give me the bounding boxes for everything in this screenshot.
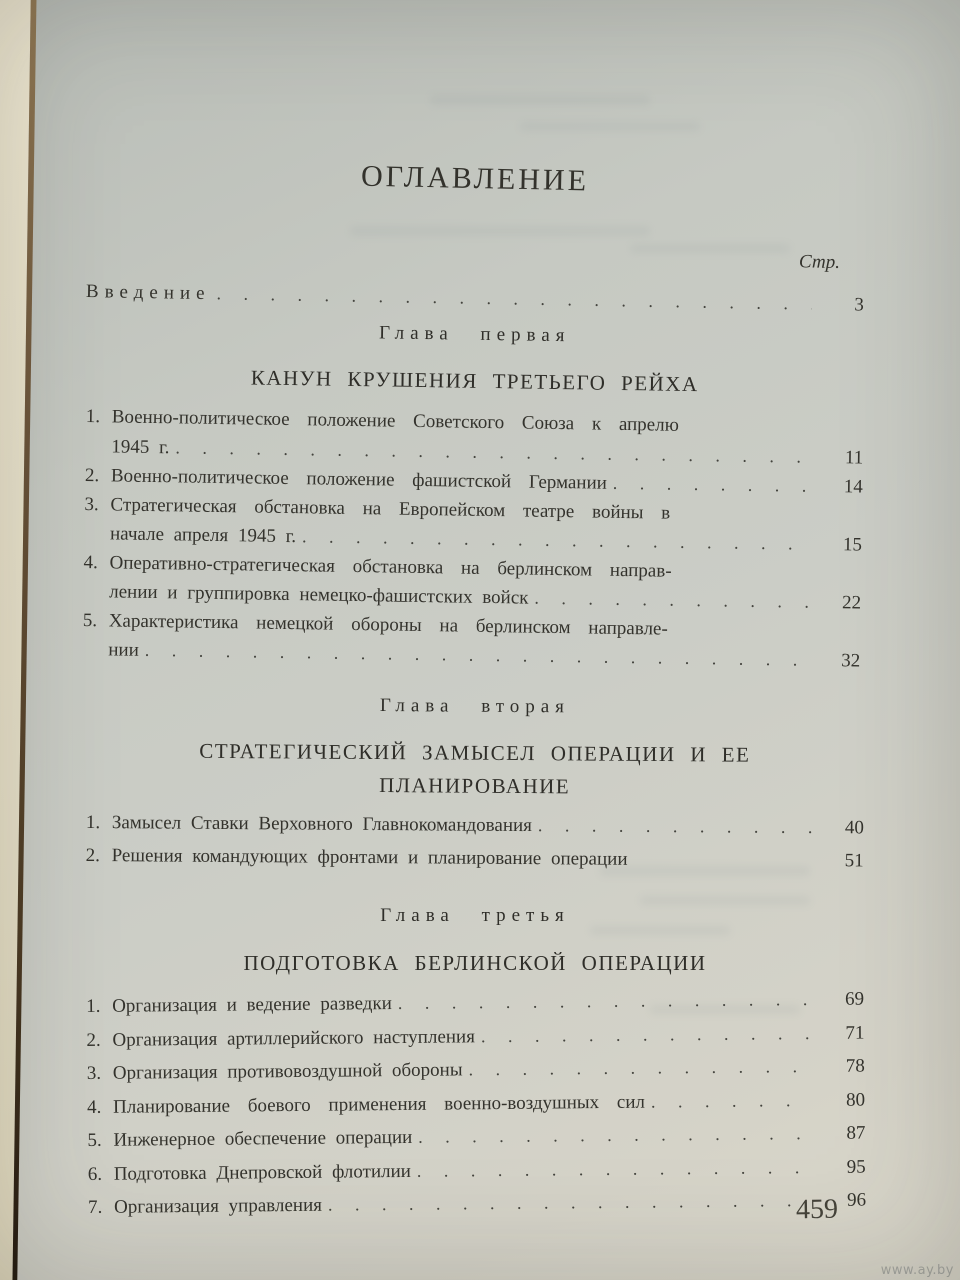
toc-entry-page: 51 [844, 849, 864, 871]
toc-entry-number: 2. [84, 464, 100, 487]
chapter-heading: Глава вторая [379, 695, 571, 718]
toc-entry-number: 1. [85, 405, 101, 428]
folio-page-number: 459 [795, 1193, 839, 1226]
toc-entry-label: Введение [85, 281, 211, 305]
toc-entry-label: Планирование боевого применения военно-воздушных сил [113, 1091, 646, 1118]
toc-entry-label-cont: начале апреля 1945 г. [109, 523, 297, 548]
dot-leader [651, 1084, 813, 1119]
toc-entry-intro [86, 277, 864, 320]
toc-entry-number: 3. [84, 493, 99, 515]
toc-page [82, 0, 867, 1280]
toc-entry [85, 403, 864, 473]
toc-entry-label: Организация управления [113, 1194, 323, 1218]
dot-leader [468, 1050, 813, 1087]
toc-entry-page: 95 [846, 1156, 866, 1178]
dot-leader [328, 1184, 814, 1222]
toc-entry-page: 80 [845, 1089, 866, 1111]
toc-entry-number: 7. [87, 1196, 103, 1218]
toc-entry-page: 71 [845, 1022, 865, 1044]
toc-entry-number: 5. [82, 609, 98, 631]
toc-entry-label: Организация противовоздушной обороны [112, 1059, 463, 1084]
toc-entry-page: 22 [841, 592, 862, 614]
page-title: ОГЛАВЛЕНИЕ [360, 159, 590, 198]
toc-entry-number: 4. [83, 551, 99, 573]
toc-entry-label: Замысел Ставки Верховного Главнокомандования [111, 812, 533, 837]
toc-entry-page: 96 [846, 1189, 867, 1211]
toc-entry-label-cont: 1945 г. [111, 435, 170, 458]
toc-entry-page: 3 [854, 294, 865, 316]
toc-entry-label-cont: нии [108, 639, 140, 661]
toc-entry-number: 6. [87, 1163, 103, 1185]
toc-entry-label: Военно-политическое положение фашистской Германии [110, 465, 608, 494]
dot-leader [418, 1117, 813, 1154]
toc-entry-page: 32 [841, 650, 861, 672]
toc-entry-number: 2. [85, 844, 100, 866]
toc-entry-page: 14 [843, 476, 863, 498]
toc-entry-number: 3. [86, 1062, 102, 1084]
dot-leader [534, 584, 809, 618]
toc-entry-page: 40 [844, 817, 864, 839]
toc-entry-label: Решения командующих фронтами и планирование операции [111, 844, 628, 870]
page-column-header: Стр. [798, 251, 841, 274]
dot-leader [633, 864, 811, 865]
toc-entry-label: Подготовка Днепровской флотилии [113, 1160, 411, 1185]
toc-entry-label: Военно-политическое положение Советского Союза к апрелю [111, 406, 680, 436]
chapter-heading: Глава третья [380, 905, 570, 926]
dot-leader [481, 1017, 813, 1054]
toc-entry-page: 15 [842, 534, 863, 556]
watermark: www.ay.by [880, 1263, 954, 1278]
chapter-title: КАНУН КРУШЕНИЯ ТРЕТЬЕГО РЕЙХА [250, 365, 699, 397]
toc-entry-page: 87 [846, 1122, 866, 1144]
chapter-title: ПОДГОТОВКА БЕРЛИНСКОЙ ОПЕРАЦИИ [243, 951, 707, 975]
toc-entry-label: Организация артиллерийского наступления [112, 1025, 476, 1051]
chapter-title: СТРАТЕГИЧЕСКИЙ ЗАМЫСЕЛ ОПЕРАЦИИ И ЕЕ [199, 738, 751, 767]
toc-entry-number: 4. [87, 1096, 102, 1118]
toc-entry-page: 78 [845, 1055, 865, 1077]
toc-entry-number: 2. [86, 1029, 101, 1051]
toc-entry-number: 1. [85, 811, 101, 834]
dot-leader [613, 469, 811, 501]
toc-entry-label: Характеристика немецкой обороны на берлинском направле- [108, 609, 668, 640]
toc-entry-number: 1. [86, 995, 101, 1017]
dot-leader [398, 983, 813, 1020]
toc-entry-label: Инженерное обеспечение операции [113, 1126, 413, 1151]
dot-leader [216, 279, 812, 319]
toc-entry-page: 11 [844, 446, 864, 469]
toc-entry-label: Оперативно-стратегическая обстановка на берлинском направ- [109, 551, 672, 582]
toc-entry-label: Стратегическая обстановка на Европейском театре войны в [110, 493, 671, 524]
toc-entry [82, 606, 861, 676]
chapter-heading: Глава первая [378, 322, 571, 347]
toc-entry [86, 806, 864, 845]
toc-entry [86, 839, 864, 877]
toc-entry-number: 5. [87, 1129, 102, 1151]
dot-leader [417, 1151, 814, 1188]
chapter-title: ПЛАНИРОВАНИЕ [379, 773, 571, 799]
toc-entry-label: Организация и ведение разведки [112, 993, 392, 1017]
toc-entry-label-cont: лении и группировка немецко-фашистских войск [109, 581, 529, 609]
dot-leader [538, 809, 812, 844]
toc-entry-page: 69 [845, 988, 865, 1010]
